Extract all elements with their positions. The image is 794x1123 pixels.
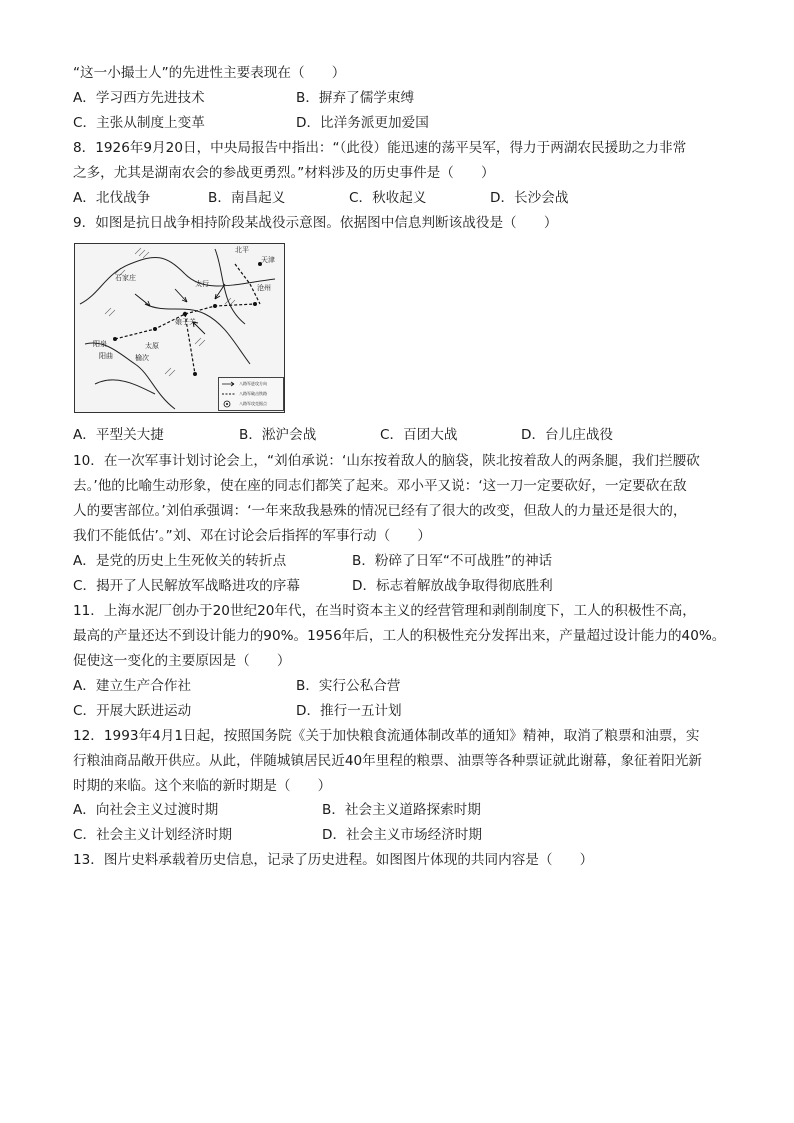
q7-option-d[interactable]: D．比洋务派更加爱国	[296, 115, 429, 131]
map-legend	[218, 377, 284, 411]
q12-option-d[interactable]: D．社会主义市场经济时期	[322, 827, 482, 843]
q10-stem-line2: 去。’他的比喻生动形象，使在座的同志们都笑了起来。邓小平又说：‘这一刀一定要砍好，一定要砍在敌	[73, 478, 687, 494]
battle-map	[74, 243, 285, 413]
q11-option-c[interactable]: C．开展大跃进运动	[73, 703, 192, 719]
map-label-beiping: 北平	[235, 246, 249, 254]
q10-stem-line4: 我们不能低估’。”刘、邓在讨论会后指挥的军事行动（ ）	[73, 528, 431, 544]
legend-item-railway: 八路军破击铁路	[221, 389, 283, 399]
map-label-cangzhou: 沧州	[257, 284, 271, 292]
map-label-yuci: 榆次	[135, 354, 149, 362]
map-label-yangquan: 阳泉	[93, 340, 107, 348]
q10-stem-line3: 人的要害部位。’刘伯承强调：‘一年来敌我悬殊的情况已经有了很大的改变，但敌人的力量还是很大的，	[73, 503, 687, 519]
q12-stem-line1: 12．1993年4月1日起，按照国务院《关于加快粮食流通体制改革的通知》精神，取消了粮票和油票，实	[73, 728, 700, 744]
q11-stem-line3: 促使这一变化的主要原因是（ ）	[73, 653, 291, 669]
q10-option-d[interactable]: D．标志着解放战争取得彻底胜利	[352, 578, 553, 594]
q7-stem: “这一小撮士人”的先进性主要表现在（ ）	[73, 65, 346, 81]
q8-option-a[interactable]: A．北伐战争	[73, 190, 151, 206]
q8-stem-line1: 8．1926年9月20日，中央局报告中指出：“（此役）能迅速的荡平吴军，得力于两湖农民援助之力非常	[73, 140, 687, 156]
q9-stem: 9．如图是抗日战争相持阶段某战役示意图。依据图中信息判断该战役是（ ）	[73, 215, 558, 231]
q11-stem-line2: 最高的产量还达不到设计能力的90%。1956年后，工人的积极性充分发挥出来，产量超过设计能力的40%。	[73, 628, 726, 644]
attack-arrow-icon	[221, 379, 237, 389]
map-label-tianjin: 天津	[261, 256, 275, 264]
q8-option-d[interactable]: D．长沙会战	[490, 190, 569, 206]
q13-stem: 13．图片史料承载着历史信息，记录了历史进程。如图图片体现的共同内容是（ ）	[73, 852, 594, 868]
map-label-yangqu: 阳曲	[99, 352, 113, 360]
legend-item-stronghold: 八路军攻克据点	[221, 399, 283, 409]
q7-option-a[interactable]: A．学习西方先进技术	[73, 90, 205, 106]
q8-option-b[interactable]: B．南昌起义	[208, 190, 286, 206]
q11-option-b[interactable]: B．实行公私合营	[296, 678, 401, 694]
railway-break-icon	[221, 389, 237, 399]
q12-option-b[interactable]: B．社会主义道路探索时期	[322, 802, 481, 818]
map-label-taihang: 太行	[195, 280, 209, 288]
q8-option-c[interactable]: C．秋收起义	[349, 190, 427, 206]
q10-stem-line1: 10．在一次军事计划讨论会上，“刘伯承说：‘山东按着敌人的脑袋，陕北按着敌人的两条腿，我们拦腰砍	[73, 453, 700, 469]
q12-option-c[interactable]: C．社会主义计划经济时期	[73, 827, 233, 843]
q12-stem-line3: 时期的来临。这个来临的新时期是（ ）	[73, 778, 332, 794]
stronghold-icon	[221, 399, 237, 409]
q9-option-a[interactable]: A．平型关大捷	[73, 427, 164, 443]
q9-option-b[interactable]: B．淞沪会战	[239, 427, 317, 443]
q12-stem-line2: 行粮油商品敞开供应。从此，伴随城镇居民近40年里程的粮票、油票等各种票证就此谢幕，象征着阳光新	[73, 753, 703, 769]
q10-option-c[interactable]: C．揭开了人民解放军战略进攻的序幕	[73, 578, 300, 594]
q11-option-d[interactable]: D．推行一五计划	[296, 703, 402, 719]
q10-option-a[interactable]: A．是党的历史上生死攸关的转折点	[73, 553, 287, 569]
q7-option-c[interactable]: C．主张从制度上变革	[73, 115, 205, 131]
q12-option-a[interactable]: A．向社会主义过渡时期	[73, 802, 219, 818]
q8-stem-line2: 之多，尤其是湖南农会的参战更勇烈。”材料涉及的历史事件是（ ）	[73, 165, 495, 181]
map-label-taiyuan: 太原	[145, 342, 159, 350]
legend-item-attack: 八路军进攻方向	[221, 379, 283, 389]
map-label-niangziguan: 娘子关	[175, 318, 196, 326]
q9-option-d[interactable]: D．台儿庄战役	[521, 427, 614, 443]
q10-option-b[interactable]: B．粉碎了日军“不可战胜”的神话	[352, 553, 553, 569]
q7-option-b[interactable]: B．摒弃了儒学束缚	[296, 90, 415, 106]
q11-option-a[interactable]: A．建立生产合作社	[73, 678, 192, 694]
q11-stem-line1: 11．上海水泥厂创办于20世纪20年代，在当时资本主义的经营管理和剥削制度下，工人的积极性不高，	[73, 603, 696, 619]
map-label-shijiazhuang: 石家庄	[115, 274, 136, 282]
q9-option-c[interactable]: C．百团大战	[380, 427, 458, 443]
